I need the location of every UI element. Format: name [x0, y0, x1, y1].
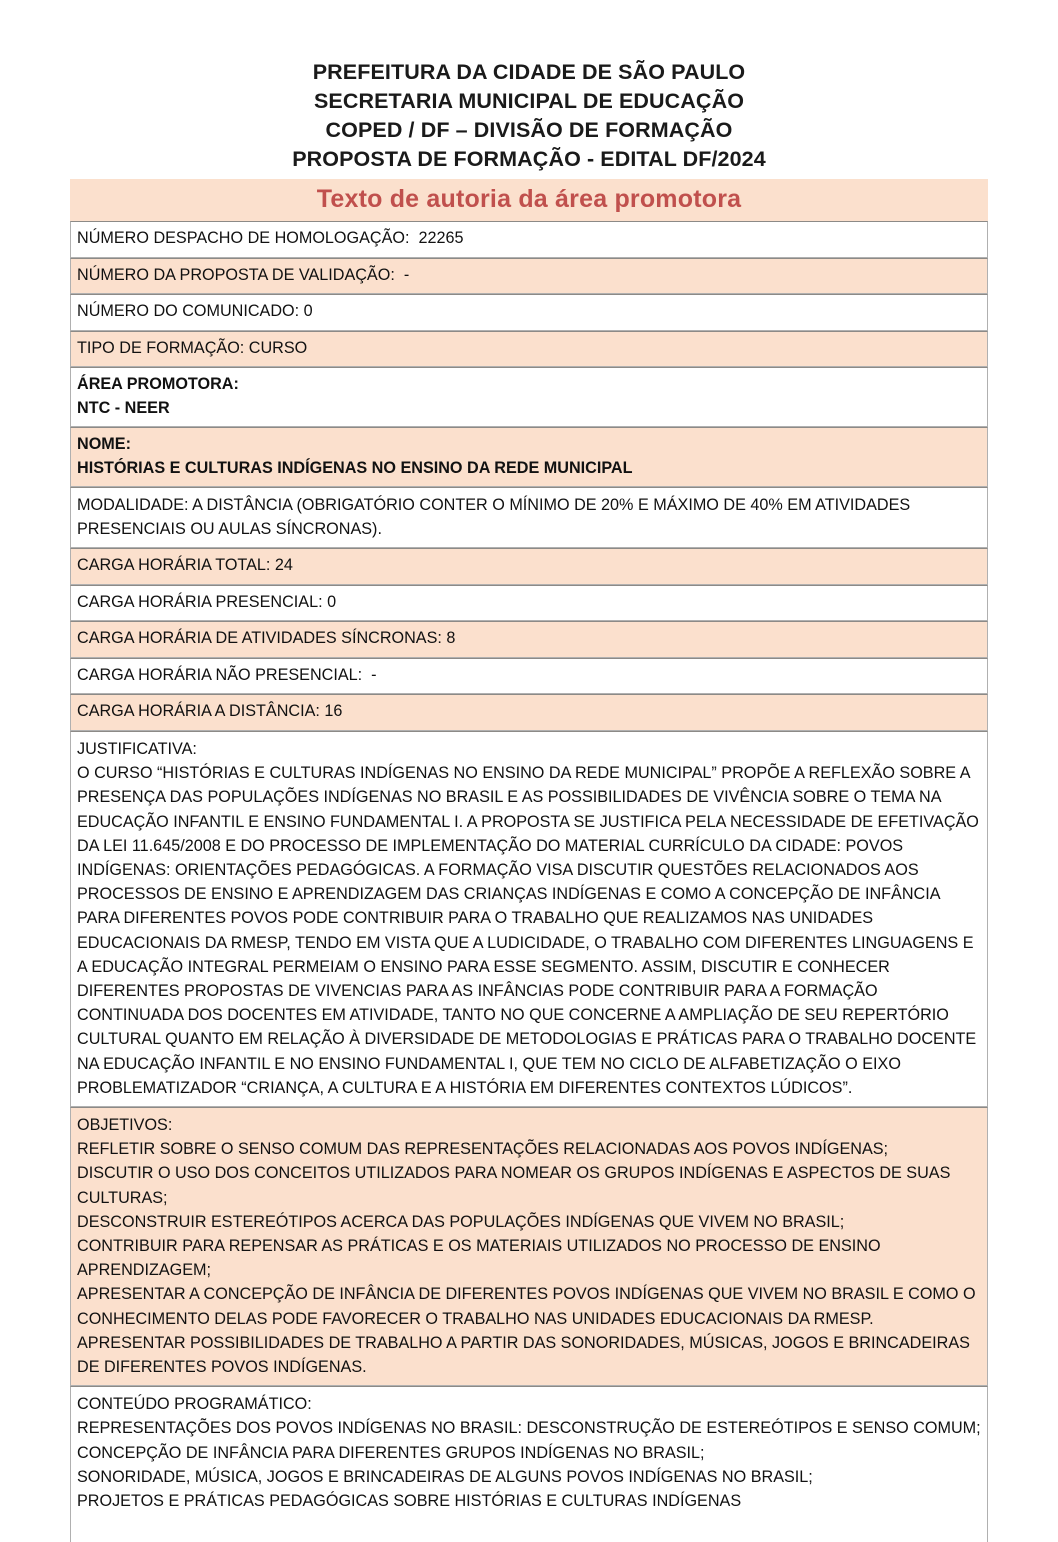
table-row-area-promotora: [70, 367, 988, 427]
field-carga-horaria-nao-presencial: CARGA HORÁRIA NÃO PRESENCIAL: -: [77, 665, 377, 684]
table-row-comunicado: [70, 294, 988, 331]
conteudo-item: PROJETOS E PRÁTICAS PEDAGÓGICAS SOBRE HISTÓRIAS E CULTURAS INDÍGENAS: [77, 1492, 742, 1510]
objetivo-item: APRESENTAR A CONCEPÇÃO DE INFÂNCIA DE DIFERENTES POVOS INDÍGENAS QUE VIVEM NO BRASIL E COMO O CONHECIMENTO DELAS PODE FAVORECER O TRABALHO NAS UNIDADES EDUCACIONAIS DA RMESP.: [77, 1285, 976, 1328]
field-proposta-validacao: NÚMERO DA PROPOSTA DE VALIDAÇÃO: -: [77, 265, 410, 284]
field-carga-horaria-distancia: CARGA HORÁRIA A DISTÂNCIA: 16: [77, 702, 343, 721]
label-conteudo-programatico: CONTEÚDO PROGRAMÁTICO:: [77, 1395, 312, 1414]
label-area-promotora: ÁREA PROMOTORA:: [77, 375, 239, 393]
header-line-prefeitura: PREFEITURA DA CIDADE DE SÃO PAULO: [312, 60, 746, 84]
table-row-proposta-validacao: [70, 258, 988, 295]
label-objetivos: OBJETIVOS:: [77, 1115, 173, 1134]
table-row-carga-total: [70, 548, 988, 585]
objetivo-item: APRESENTAR POSSIBILIDADES DE TRABALHO A PARTIR DAS SONORIDADES, MÚSICAS, JOGOS E BRINCADEIRAS DE DIFERENTES POVOS INDÍGENAS.: [77, 1333, 970, 1376]
document-header: [0, 0, 1058, 174]
objetivo-item: REFLETIR SOBRE O SENSO COMUM DAS REPRESENTAÇÕES RELACIONADAS AOS POVOS INDÍGENAS;: [77, 1140, 889, 1159]
header-line-secretaria: SECRETARIA MUNICIPAL DE EDUCAÇÃO: [313, 89, 745, 113]
conteudo-item: REPRESENTAÇÕES DOS POVOS INDÍGENAS NO BRASIL: DESCONSTRUÇÃO DE ESTEREÓTIPOS E SENSO COMUM;: [77, 1419, 981, 1438]
label-nome: NOME:: [77, 435, 131, 453]
value-nome-curso: HISTÓRIAS E CULTURAS INDÍGENAS NO ENSINO DA REDE MUNICIPAL: [77, 458, 633, 477]
header-line-coped: COPED / DF – DIVISÃO DE FORMAÇÃO: [325, 118, 733, 142]
objetivo-item: CONTRIBUIR PARA REPENSAR AS PRÁTICAS E OS MATERIAIS UTILIZADOS NO PROCESSO DE ENSINO APRENDIZAGEM;: [77, 1236, 881, 1280]
table-row-tipo-formacao: [70, 331, 988, 368]
table-row-carga-distancia: [70, 694, 988, 731]
value-area-promotora: NTC - NEER: [77, 398, 170, 417]
label-justificativa: JUSTIFICATIVA:: [77, 739, 197, 758]
title-band: [70, 179, 988, 221]
header-line-proposta: PROPOSTA DE FORMAÇÃO - EDITAL DF/2024: [292, 147, 766, 171]
objetivo-item: DESCONSTRUIR ESTEREÓTIPOS ACERCA DAS POPULAÇÕES INDÍGENAS QUE VIVEM NO BRASIL;: [77, 1212, 845, 1231]
table-row-carga-nao-presencial: [70, 658, 988, 695]
table-row-carga-presencial: [70, 585, 988, 622]
field-carga-horaria-total: CARGA HORÁRIA TOTAL: 24: [77, 556, 293, 575]
table-row-despacho: [70, 221, 988, 258]
text-justificativa: O CURSO “HISTÓRIAS E CULTURAS INDÍGENAS NO ENSINO DA REDE MUNICIPAL” PROPÕE A REFLEXÃO SOBRE A PRESENÇA DAS POPULAÇÕES INDÍGENAS NO BRASIL E AS POSSIBILIDADES DE VIVÊNCIA SOBRE O TEMA NA EDUCAÇÃO INFANTIL E ENSINO FUNDAMENTAL I. A PROPOSTA SE JUSTIFICA PELA NECESSIDADE DE EFETIVAÇÃO DA LEI 11.645/2008 E DO PROCESSO DE IMPLEMENTAÇÃO DO MATERIAL CURRÍCULO DA CIDADE: POVOS INDÍGENAS: ORIENTAÇÕES PEDAGÓGICAS. A FORMAÇÃO VISA DISCUTIR QUESTÕES RELACIONADOS AOS PROCESSOS DE ENSINO E APRENDIZAGEM DAS CRIANÇAS INDÍGENAS E COMO A CONCEPÇÃO DE INFÂNCIA PARA DIFERENTES POVOS PODE CONTRIBUIR PARA O TRABALHO QUE REALIZAMOS NAS UNIDADES EDUCACIONAIS DA RMESP, TENDO EM VISTA QUE A LUDICIDADE, O TRABALHO COM DIFERENTES LINGUAGENS E A EDUCAÇÃO INTEGRAL PERMEIAM O ENSINO PARA ESSE SEGMENTO. ASSIM, DISCUTIR E CONHECER DIFERENTES PROPOSTAS DE VIVENCIAS PARA AS INFÂNCIAS PODE CONTRIBUIR PARA A FORMAÇÃO CONTINUADA DOS DOCENTES EM ATIVIDADE, TANTO NO QUE CONCERNE A AMPLIAÇÃO DE SEU REPERTÓRIO CULTURAL QUANTO EM RELAÇÃO À DIVERSIDADE DE METODOLOGIAS E PRÁTICAS PARA O TRABALHO DOCENTE NA EDUCAÇÃO INFANTIL E NO ENSINO FUNDAMENTAL I, QUE TEM NO CICLO DE ALFABETIZAÇÃO O EIXO PROBLEMATIZADOR “CRIANÇA, A CULTURA E A HISTÓRIA EM DIFERENTES CONTEXTOS LÚDICOS”.: [77, 764, 979, 1097]
table-row-modalidade: [70, 487, 988, 548]
field-tipo-formacao: TIPO DE FORMAÇÃO: CURSO: [77, 338, 308, 357]
objetivo-item: DISCUTIR O USO DOS CONCEITOS UTILIZADOS PARA NOMEAR OS GRUPOS INDÍGENAS E ASPECTOS DE SUAS CULTURAS;: [77, 1164, 951, 1207]
table-row-nome: [70, 427, 988, 487]
conteudo-item: CONCEPÇÃO DE INFÂNCIA PARA DIFERENTES GRUPOS INDÍGENAS NO BRASIL;: [77, 1443, 705, 1462]
proposal-form-table: [70, 221, 988, 1542]
conteudo-item: SONORIDADE, MÚSICA, JOGOS E BRINCADEIRAS DE ALGUNS POVOS INDÍGENAS NO BRASIL;: [77, 1467, 813, 1486]
page-title: Texto de autoria da área promotora: [316, 185, 742, 213]
field-carga-horaria-sincronas: CARGA HORÁRIA DE ATIVIDADES SÍNCRONAS: 8: [77, 629, 456, 648]
field-despacho-homologacao: NÚMERO DESPACHO DE HOMOLOGAÇÃO: 22265: [77, 229, 464, 247]
table-row-justificativa: [70, 731, 988, 1107]
table-row-conteudo-programatico: [70, 1386, 988, 1542]
field-carga-horaria-presencial: CARGA HORÁRIA PRESENCIAL: 0: [77, 592, 337, 611]
table-row-carga-sincronas: [70, 621, 988, 658]
table-row-objetivos: [70, 1107, 988, 1386]
field-modalidade: MODALIDADE: A DISTÂNCIA (OBRIGATÓRIO CONTER O MÍNIMO DE 20% E MÁXIMO DE 40% EM ATIVIDADES PRESENCIAIS OU AULAS SÍNCRONAS).: [77, 496, 911, 539]
field-numero-comunicado: NÚMERO DO COMUNICADO: 0: [77, 302, 313, 320]
